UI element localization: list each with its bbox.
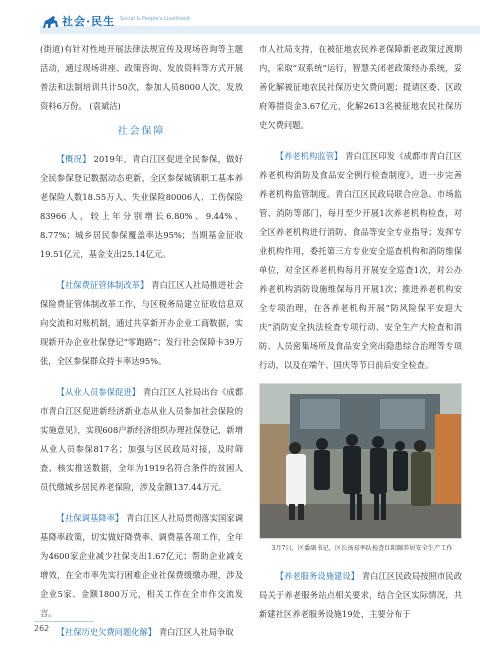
section-arrears [40,623,243,642]
section-elderly-facilities [259,567,462,624]
section-tag: 【从业人员参保促进】 [56,387,141,397]
section-tag: 【养老机构监管】 [275,151,343,161]
photo-caption: 3月7日，区委副书记、区长汤易率队检查红阳颐养居安全生产工作 [271,545,453,552]
section-body: 青白江区民政局按照市民政局关于养老服务站点相关要求，结合全区实际情况，共新建社区养老服务设施19处，主要分布于 [259,571,462,619]
article-heading: 社会保障 [117,126,166,137]
page-header [0,0,480,40]
section-body: 2019年，青白江区促进全民参保，做好全民参保登记数据动态更新，全区参保城镇职工基本养老保险人数18.55万人、失业保险80006人、工伤保险83966人，较上年分别增长6.80%、9.44%、8.77%；城乡居民参保覆盖率达95%；当期基金征收19.51亿元，基金支出25.14亿元。 [40,154,243,259]
section-body: 青白江区人社局争取 [158,627,234,637]
inspection-photo [259,383,462,539]
section-tag: 【社保调基降率】 [56,513,124,523]
section-body: 青白江区人社局贯彻落实国家调基降率政策，切实做好降费率、调费基各项工作，全年为4600家企业减少社保支出1.67亿元；帮助企业减支增效，在全市率先实行困难企业社保费缓缴办理，涉及企业5家、金额1800万元，相关工作在全市作交流发言。 [40,513,243,618]
section-title: 社会·民生 [62,15,116,28]
section-tag: 【概况】 [56,154,91,164]
intro-signature: (袁斌洁) [89,101,121,111]
section-enrollment [40,383,243,497]
section-tag: 【社保历史欠费问题化解】 [56,627,157,637]
section-subtitle: Social & People's Livelihood [120,16,190,22]
section-tag: 【社保费征管体制改革】 [56,280,149,290]
right-column [259,40,462,624]
photo-illustration [260,384,462,539]
section-fee-reform [40,276,243,371]
left-column [40,40,243,642]
intro-paragraph [40,40,243,116]
continued-paragraph: 市人社局支持，在被征地农民养老保障新老政策过渡期内，采取“双系统”运行，智慧关闭老政策经办系统，妥善化解被征地农民社保历史欠费问题；提请区委、区政府筹措资金3.67亿元，化解2613名被征地农民社保历史欠费问题。 [259,44,462,130]
section-elderly-supervision [259,147,462,375]
section-rate-adjust [40,509,243,623]
section-body: 青白江区人社局出台《成都市青白江区促进新经济新业态从业人员参加社会保险的实施意见》，实现608户新经济组织办理社保登记，新增从业人员参保817名；加强与区民政局对接，及时筛查、核实推送数据，全年为1919名符合条件的贫困人员代缴城乡居民养老保险，涉及金额137.44万元。 [40,387,243,492]
section-body: 青白江区印发《成都市青白江区养老机构消防及食品安全例行检查制度》，进一步完善养老机构监管制度。青白江区民政局联合应急、市场监管、消防等部门，每月至少开展1次养老机构检查，对全区养老机构进行消防、食品等安全专业指导；发挥专业机构作用，委托第三方专业安全巡查机构和消防维保单位，对全区养老机构每月开展安全巡查1次，对公办养老机构消防设施维保每月开展1次；推进养老机构安全专项治理，在各养老机构开展“防风险保平安迎大庆”消防安全执法检查专项行动、安全生产大检查和消防、人员密集场所及食品安全突出隐患综合治理等专项行动，以及在端午、国庆等节日前后安全检查。 [259,151,462,370]
section-overview [40,150,243,264]
page-number: 262 [34,624,50,633]
section-tag: 【养老服务设施建设】 [275,571,360,581]
footer-rule [34,621,94,622]
horse-logo-icon [40,12,62,34]
intro-text: (街道)有针对性地开展法律法规宣传及现场咨询等主题活动，通过现场讲座、政策咨询、发放资料等方式开展普法和法制培训共计50次，参加人员8000人次，发放资料6万份。 [40,44,243,111]
section-body: 青白江区人社局推进社会保险费征管体制改革工作，与区税务局建立征收信息双向交流和对账机制，通过共享新开办企业工商数据，实现新开办企业社保登记“零跑路”；发行社会保障卡39万张，全区参保群众持卡率达95%。 [40,280,243,366]
